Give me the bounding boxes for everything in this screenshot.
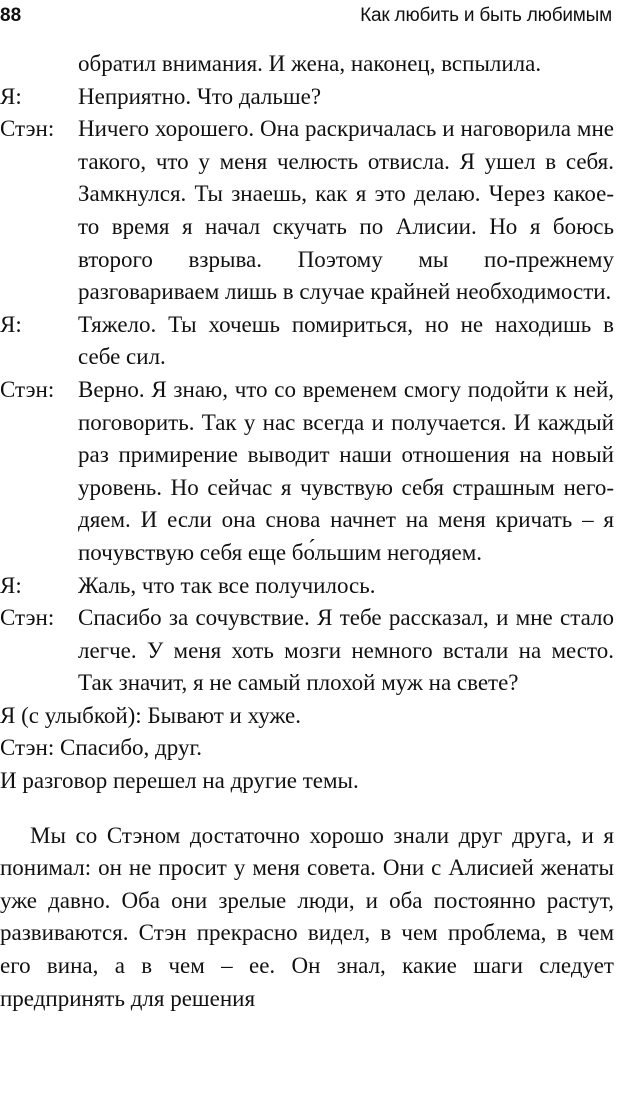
dialogue-line [0,570,620,603]
page-body [0,48,620,1015]
speaker-label: Стэн: [0,735,55,761]
speech-text: Бывают и хуже. [147,702,301,728]
speech-text: Жаль, что так все получилось. [78,572,376,598]
page-header [0,2,620,30]
dialogue-block [0,48,620,798]
dialogue-line [0,374,620,570]
speaker-label: Стэн: [0,376,55,402]
speech-text: Спасибо за сочувствие. Я тебе рассказал, и мне стало легче. У меня хоть мозги немного встали на место. Так значит, я не самый плохой муж на свете? [78,605,614,696]
speaker-label: Стэн: [0,605,55,631]
speaker-label: Я (с улыбкой): [0,702,142,728]
speaker-label: Стэн: [0,116,55,142]
speech-text: Ничего хорошего. Она раскричалась и наговорила мне такого, что у меня челюсть отвисла. Я ушел в себя. Замкнулся. Ты знаешь, как я это делаю. Через какое-то время я начал скучать по Алисии. Но я боюсь второго взрыва. Поэтому мы по-прежнему разговариваем лишь в случае крайней необходимости. [78,116,614,305]
dialogue-line [0,81,620,114]
section-gap [0,798,620,820]
dialogue-line [0,602,620,700]
body-paragraph: Мы со Стэном достаточно хорошо знали друг друга, и я понимал: он не просит у меня совета. Они с Алисией женаты уже давно. Оба они зрелые люди, и оба постоянно растут, развиваются. Стэн прекрасно видел, в чем проблема, в чем его вина, а в чем – ее. Он знал, какие шаги следует предпринять для решения [0,822,614,1011]
dialogue-closing: И разговор перешел на другие темы. [0,768,359,794]
speech-text: Верно. Я знаю, что со временем смогу подойти к ней, поговорить. Так у нас всегда и получается. И каждый раз примирение выводит наши отношения на новый уровень. Но сейчас я чувствую себя страшным негодяем. И если она снова начнет на меня кричать – я почувствую себя еще бо́льшим негодяем. [78,376,614,565]
page-number: 88 [0,5,22,26]
continuation-text: обратил внимания. И жена, наконец, вспылила. [78,51,542,76]
speaker-label: Я: [0,572,22,598]
dialogue-line-last [0,732,620,765]
running-title: Как любить и быть любимым [360,5,612,26]
speech-text: Тяжело. Ты хочешь помириться, но не находишь в себе сил. [78,311,614,370]
speaker-label: Я: [0,83,22,109]
dialogue-line [0,309,620,374]
speech-text: Неприятно. Что дальше? [78,83,322,109]
speech-text: Спасибо, друг. [59,735,203,761]
speaker-label: Я: [0,311,22,337]
dialogue-line-smile [0,700,620,733]
dialogue-line [0,113,620,309]
dialogue-continuation [0,48,620,81]
